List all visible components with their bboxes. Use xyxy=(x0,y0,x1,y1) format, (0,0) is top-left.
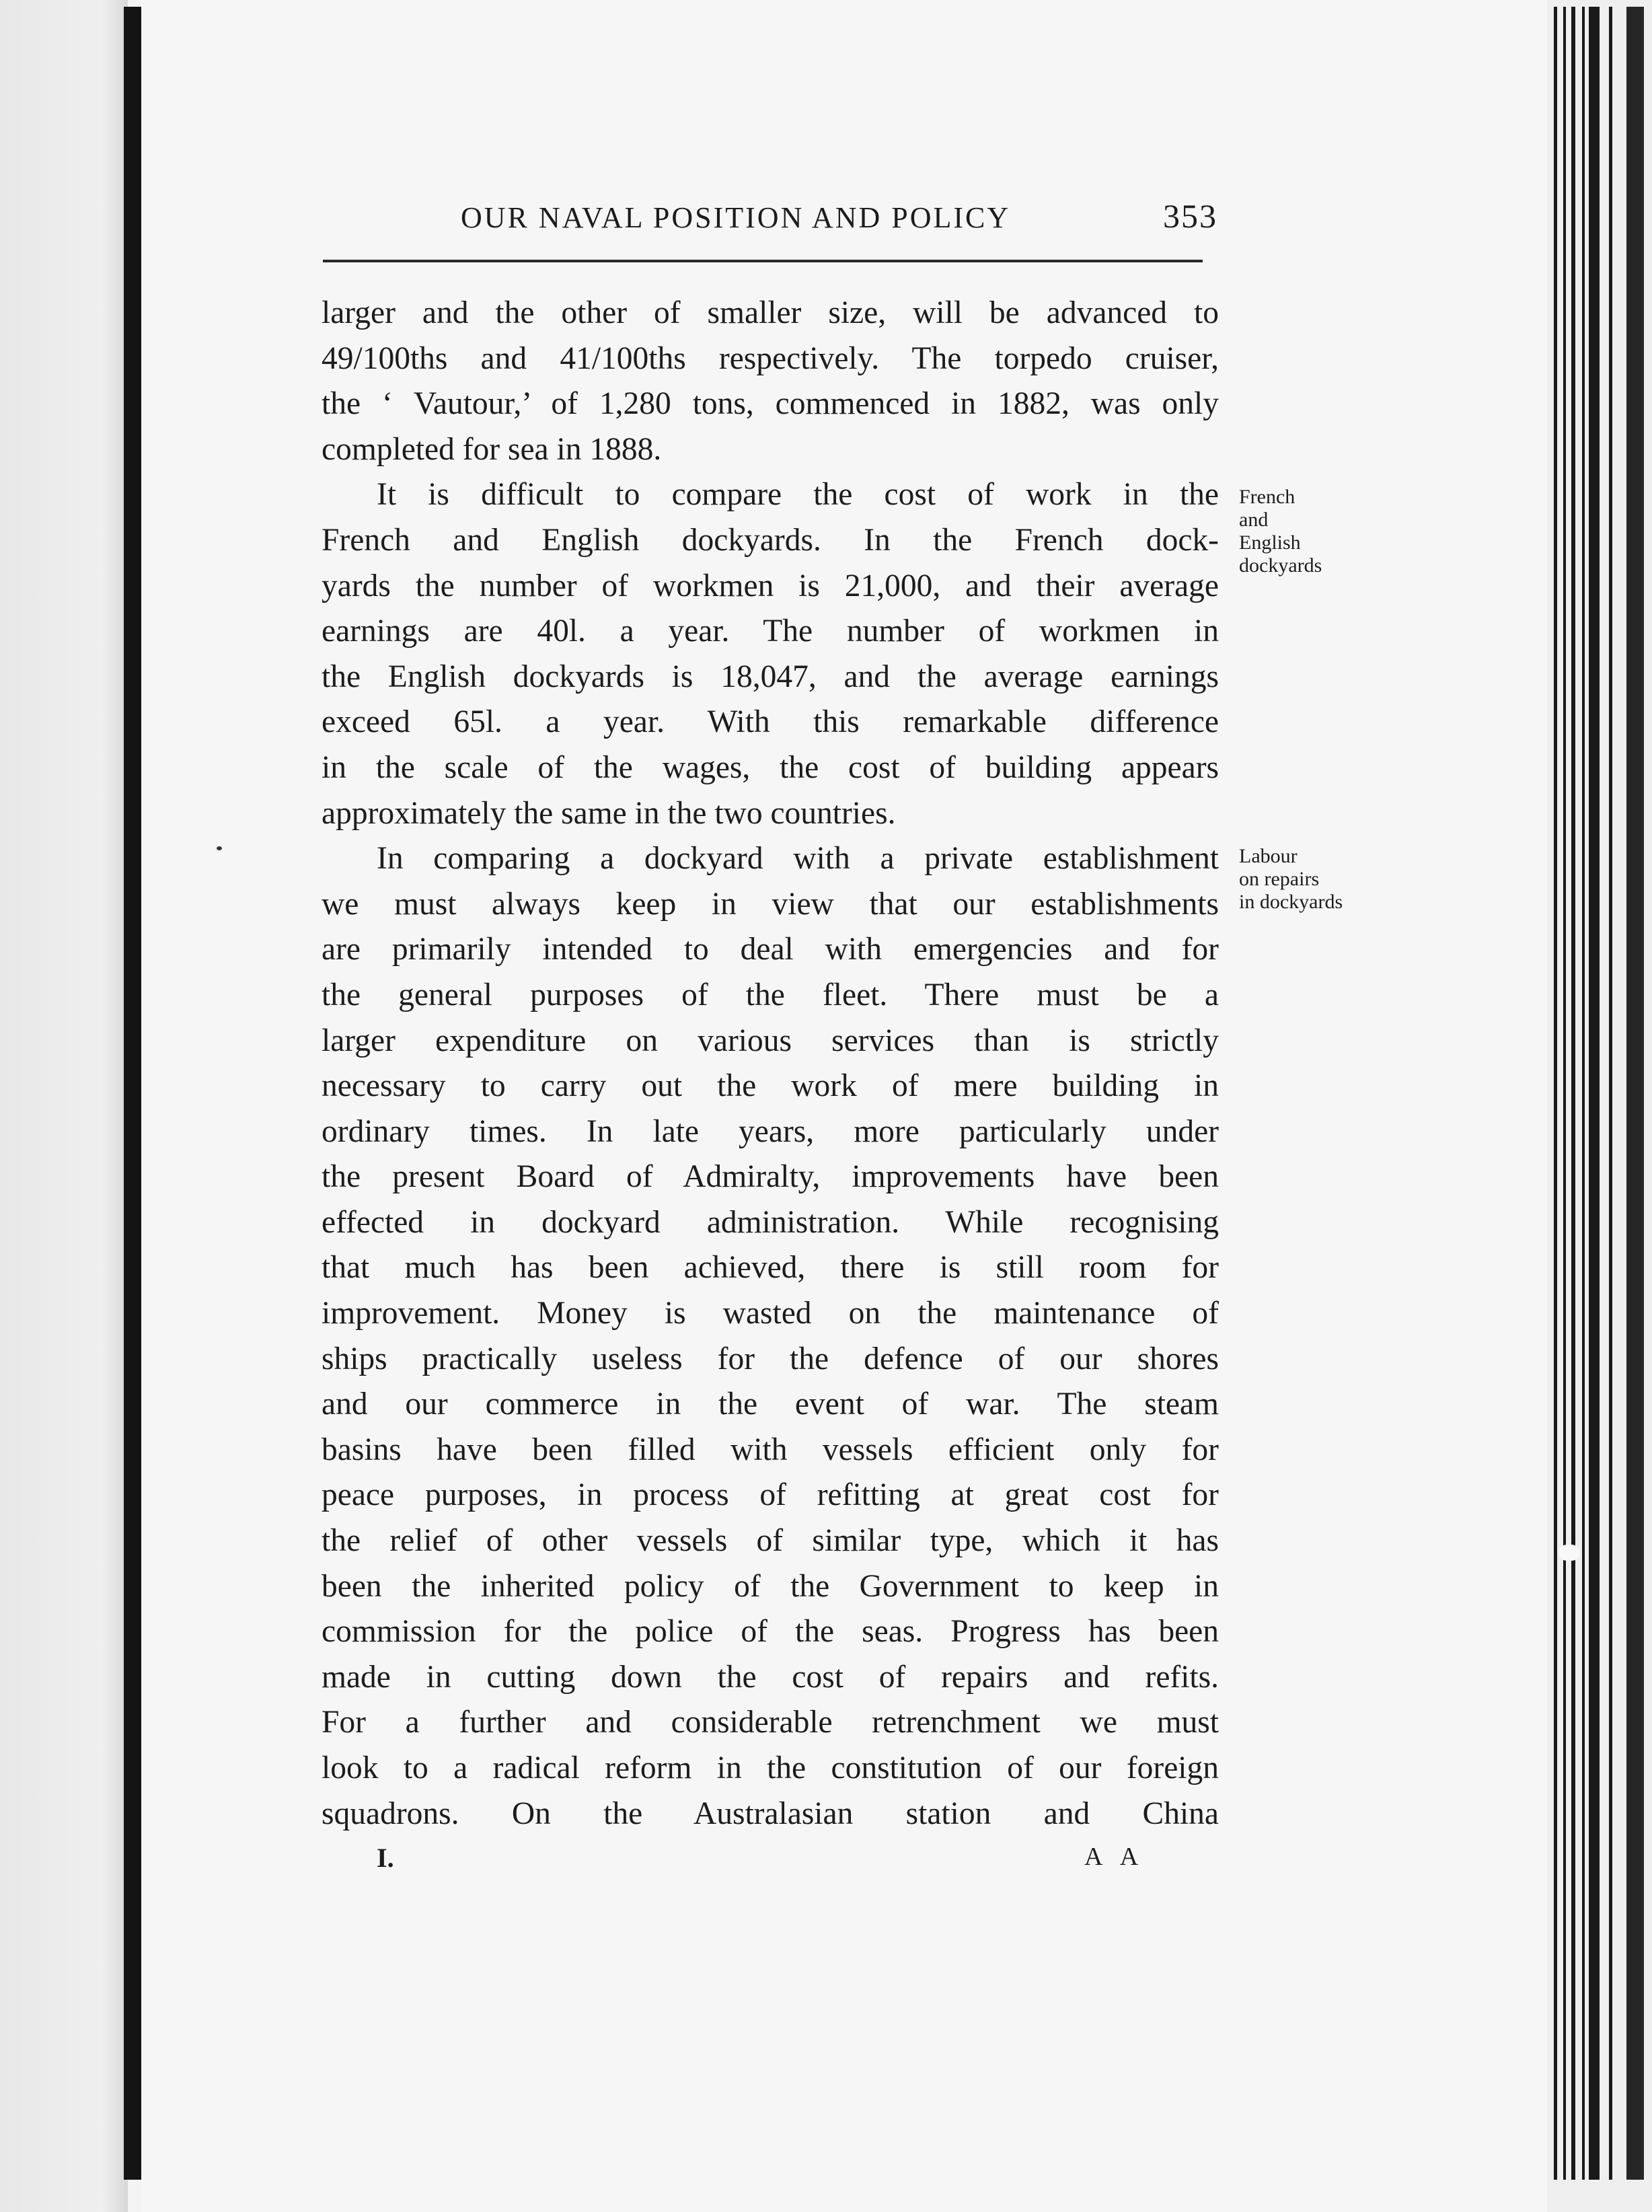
page-edge-line xyxy=(1626,7,1644,2180)
page-edge-line xyxy=(1582,7,1585,2180)
page-edge-line xyxy=(1571,7,1575,2180)
text-line: 49/100ths and 41/100ths respectively. The torpedo cruiser, xyxy=(322,340,1219,376)
margin-note-line: in dockyards xyxy=(1239,891,1343,913)
signature-mark-left: I. xyxy=(377,1843,394,1873)
text-line: It is difficult to compare the cost of work in the xyxy=(377,477,1219,513)
margin-note-line: and xyxy=(1239,509,1269,531)
margin-note-line: dockyards xyxy=(1239,554,1322,577)
text-line: in the scale of the wages, the cost of building appears xyxy=(322,749,1219,785)
body-text xyxy=(322,291,1219,1837)
text-line: are primarily intended to deal with emergencies and for xyxy=(322,932,1219,967)
text-line: and our commerce in the event of war. The steam xyxy=(322,1387,1219,1422)
book-right-edge xyxy=(1547,0,1652,2212)
margin-note-line: on repairs xyxy=(1239,868,1320,890)
paper-speck xyxy=(1559,1545,1579,1561)
text-line: that much has been achieved, there is still room for xyxy=(322,1250,1219,1286)
book-left-edge xyxy=(0,0,128,2212)
text-line: yards the number of workmen is 21,000, and their average xyxy=(322,568,1219,603)
text-line: larger expenditure on various services than is strictly xyxy=(322,1023,1219,1058)
text-line: squadrons. On the Australasian station and China xyxy=(322,1796,1219,1831)
binding-shadow xyxy=(124,7,141,2180)
margin-note-dockyards xyxy=(1239,486,1322,577)
text-line: the present Board of Admiralty, improvements have been xyxy=(322,1159,1219,1195)
page-number: 353 xyxy=(1163,197,1217,235)
page-edge-line xyxy=(1589,7,1600,2180)
signature-mark-right: A A xyxy=(1084,1843,1146,1871)
text-line: For a further and considerable retrenchment we must xyxy=(322,1705,1219,1740)
margin-note-line: Labour xyxy=(1239,845,1298,867)
text-line: In comparing a dockyard with a private establishment xyxy=(377,841,1219,877)
page-edge-line xyxy=(1609,7,1612,2180)
text-line: the English dockyards is 18,047, and the average earnings xyxy=(322,659,1219,694)
text-line: improvement. Money is wasted on the maintenance of xyxy=(322,1296,1219,1331)
text-line: necessary to carry out the work of mere building in xyxy=(322,1068,1219,1104)
text-line: French and English dockyards. In the French dock- xyxy=(322,522,1219,558)
text-line: basins have been filled with vessels efficient only for xyxy=(322,1432,1219,1467)
text-line: larger and the other of smaller size, will be advanced to xyxy=(322,295,1219,330)
text-line: ordinary times. In late years, more particularly under xyxy=(322,1113,1219,1149)
text-line: earnings are 40l. a year. The number of workmen in xyxy=(322,614,1219,649)
text-line: exceed 65l. a year. With this remarkable difference xyxy=(322,704,1219,740)
text-line: the relief of other vessels of similar type, which it has xyxy=(322,1523,1219,1559)
text-line: the ‘ Vautour,’ of 1,280 tons, commenced in 1882, was only xyxy=(322,386,1219,422)
page-edge-line xyxy=(1554,7,1557,2180)
text-line: look to a radical reform in the constitution of our foreign xyxy=(322,1750,1219,1785)
text-line: the general purposes of the fleet. There must be a xyxy=(322,977,1219,1012)
margin-note-line: English xyxy=(1239,531,1301,554)
running-head-title: OUR NAVAL POSITION AND POLICY xyxy=(461,201,1011,234)
running-head xyxy=(323,195,1224,256)
text-line: approximately the same in the two countries. xyxy=(322,795,896,831)
header-rule xyxy=(323,260,1203,262)
text-line: peace purposes, in process of refitting at great cost for xyxy=(322,1477,1219,1513)
text-line: completed for sea in 1888. xyxy=(322,431,662,467)
text-line: ships practically useless for the defence of our shores xyxy=(322,1341,1219,1376)
text-line: commission for the police of the seas. Progress has been xyxy=(322,1614,1219,1650)
paper-speck xyxy=(217,846,222,850)
text-line: we must always keep in view that our establishments xyxy=(322,886,1219,922)
page-edge-line xyxy=(1563,7,1566,2180)
margin-note-line: French xyxy=(1239,486,1296,508)
text-line: made in cutting down the cost of repairs and refits. xyxy=(322,1659,1219,1695)
text-line: been the inherited policy of the Government to keep in xyxy=(322,1568,1219,1604)
text-line: effected in dockyard administration. While recognising xyxy=(322,1204,1219,1240)
margin-note-labour xyxy=(1239,845,1343,914)
